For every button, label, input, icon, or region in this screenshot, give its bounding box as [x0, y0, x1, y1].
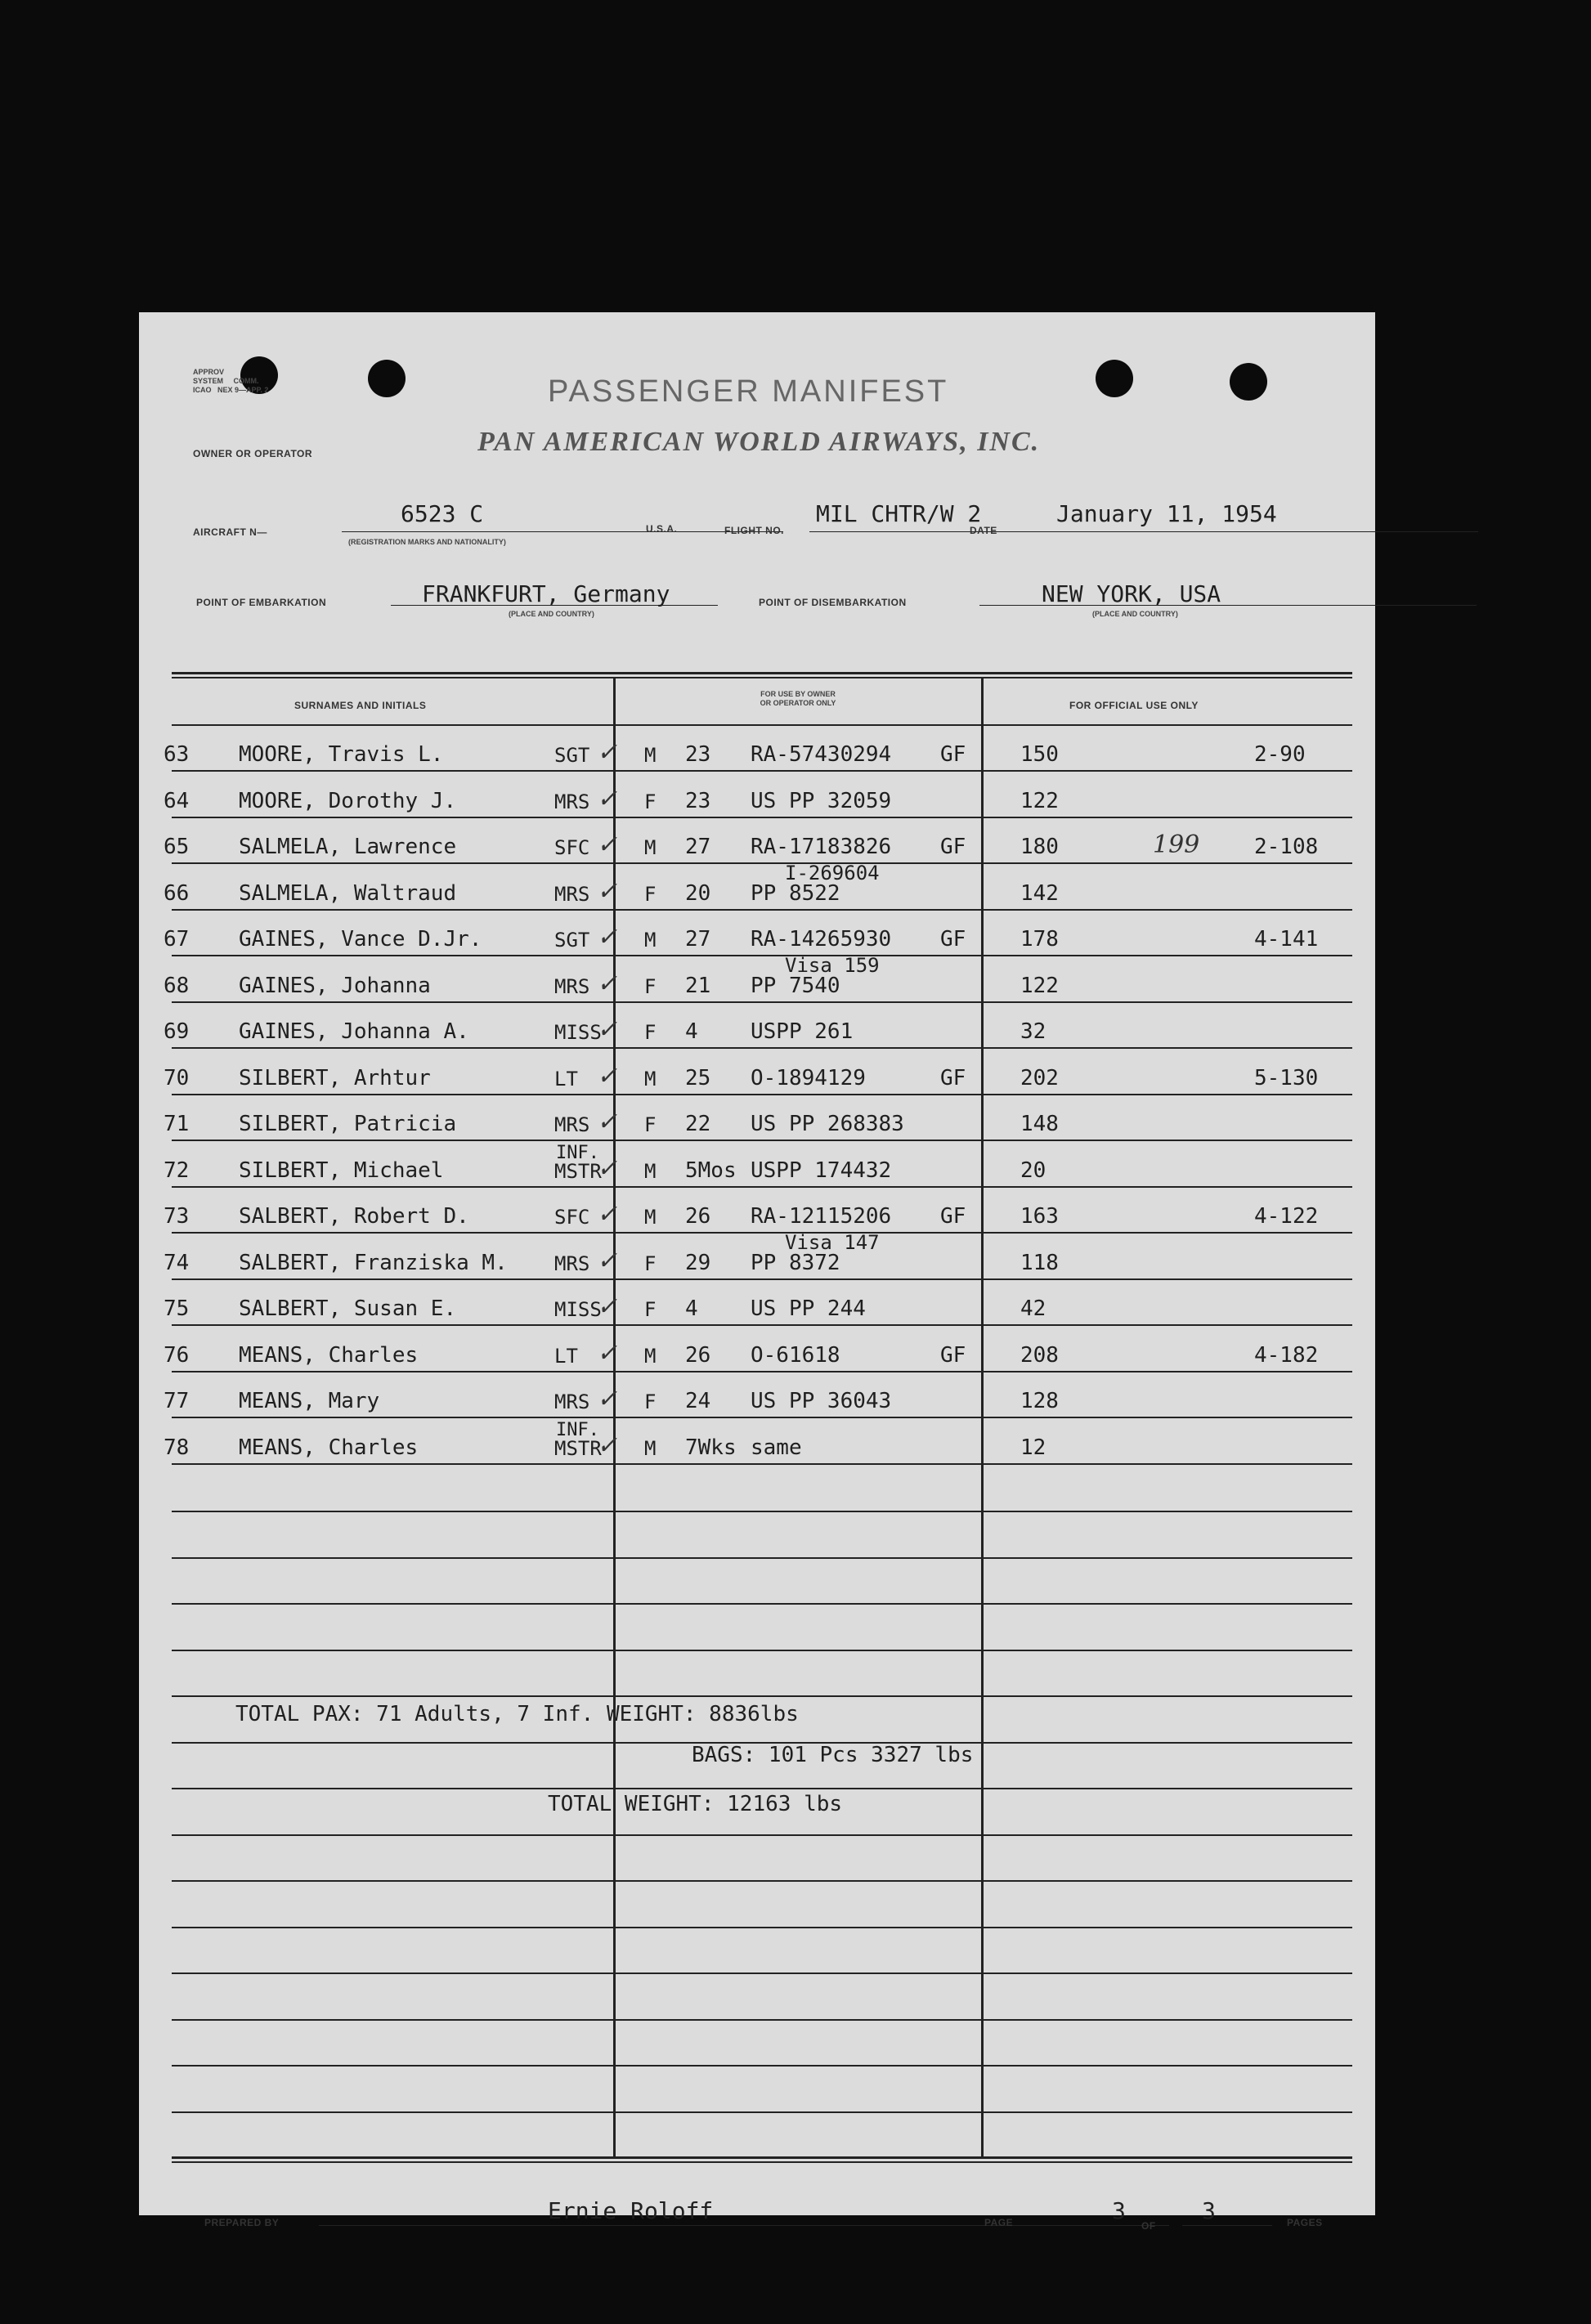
cell-code: GF [940, 1204, 966, 1229]
cell-sex: M [644, 929, 657, 952]
cell-weight: 20 [1020, 1158, 1046, 1183]
cell-age: 24 [685, 1389, 711, 1413]
cell-name: SALBERT, Susan E. [239, 1296, 457, 1321]
cell-sex: F [644, 790, 657, 813]
blank-row-rule [172, 1695, 1352, 1697]
fill-line [809, 531, 1478, 532]
flight-label: FLIGHT NO. [724, 525, 784, 536]
cell-sex: M [644, 744, 657, 767]
airline-name: PAN AMERICAN WORLD AIRWAYS, INC. [477, 427, 1041, 457]
cell-age: 23 [685, 742, 711, 767]
cell-sex: F [644, 882, 657, 906]
cell-doc: USPP 174432 [751, 1158, 892, 1183]
cell-title: SGT [554, 929, 590, 952]
check-mark-icon: ✓ [597, 969, 618, 998]
of-label: OF [1141, 2220, 1156, 2232]
table-row [139, 1188, 1375, 1234]
cell-num: 78 [164, 1435, 190, 1460]
cell-title: SFC [554, 1206, 590, 1229]
cell-doc-above: I-269604 [785, 861, 880, 884]
cell-num: 70 [164, 1065, 190, 1090]
prepared-label: PREPARED BY [204, 2217, 280, 2228]
cell-title: SGT [554, 744, 590, 767]
header-names: SURNAMES AND INITIALS [294, 700, 427, 711]
cell-title: MRS [554, 1252, 590, 1275]
row-rule [172, 1463, 1352, 1465]
cell-name: SALMELA, Waltraud [239, 880, 457, 906]
cell-age: 7Wks [685, 1435, 737, 1460]
blank-row-rule [172, 1927, 1352, 1928]
blank-row-rule [172, 1880, 1352, 1882]
cell-weight: 32 [1020, 1019, 1046, 1044]
flight-number: MIL CHTR/W 2 [816, 500, 982, 527]
cell-doc: US PP 268383 [751, 1112, 904, 1136]
cell-official: 4-182 [1254, 1342, 1319, 1368]
check-mark-icon: ✓ [597, 1200, 618, 1229]
cell-age: 29 [685, 1250, 711, 1275]
punch-hole [1230, 363, 1267, 401]
table-row [139, 1230, 1375, 1280]
header-owner-use [716, 690, 880, 708]
cell-title: MSTR [554, 1159, 602, 1183]
blank-row-rule [172, 1834, 1352, 1836]
table-row [139, 1280, 1375, 1326]
cell-name: SILBERT, Arhtur [239, 1065, 431, 1090]
cell-title: MISS [554, 1021, 602, 1044]
cell-doc: PP 8522 [751, 880, 840, 906]
check-mark-icon: ✓ [597, 831, 618, 859]
cell-num: 64 [164, 788, 190, 813]
cell-title: MRS [554, 1390, 590, 1413]
cell-doc: RA-17183826 [751, 835, 892, 859]
cell-age: 26 [685, 1204, 711, 1229]
cell-doc: US PP 244 [751, 1296, 866, 1321]
cell-num: 67 [164, 927, 190, 952]
cell-name: SILBERT, Patricia [239, 1112, 457, 1136]
cell-num: 65 [164, 835, 190, 859]
cell-num: 75 [164, 1296, 190, 1321]
cell-code: GF [940, 835, 966, 859]
cell-num: 66 [164, 880, 190, 906]
cell-doc: US PP 32059 [751, 788, 892, 813]
check-mark-icon: ✓ [597, 1061, 618, 1090]
punch-hole [1096, 360, 1133, 397]
cell-sex: M [644, 1067, 657, 1090]
approval-line-part: NEX 9—APP. 2 [217, 386, 269, 394]
cell-doc: USPP 261 [751, 1019, 854, 1044]
check-mark-icon: ✓ [597, 923, 618, 952]
disembarkation-label: POINT OF DISEMBARKATION [759, 597, 907, 608]
cell-name: MEANS, Charles [239, 1342, 419, 1368]
cell-sex: F [644, 1390, 657, 1413]
blank-row-rule [172, 1603, 1352, 1605]
cell-code: GF [940, 742, 966, 767]
cell-age: 27 [685, 835, 711, 859]
table-row [139, 726, 1375, 772]
usa-label: U.S.A. [646, 523, 678, 535]
cell-name: SALBERT, Franziska M. [239, 1250, 508, 1275]
cell-name: MOORE, Dorothy J. [239, 788, 457, 813]
table-row [139, 818, 1375, 864]
header-official: FOR OFFICIAL USE ONLY [1069, 700, 1199, 711]
table-top-rule [172, 672, 1352, 674]
cell-age: 4 [685, 1296, 698, 1321]
cell-name: SALMELA, Lawrence [239, 835, 457, 859]
cell-official: 5-130 [1254, 1065, 1319, 1090]
check-mark-icon: ✓ [597, 1385, 618, 1413]
cell-doc: O-61618 [751, 1342, 840, 1368]
cell-weight: 163 [1020, 1204, 1059, 1229]
fill-line [319, 2225, 1169, 2226]
cell-doc: same [751, 1435, 802, 1460]
cell-sex: F [644, 974, 657, 998]
cell-weight: 202 [1020, 1065, 1059, 1090]
table-row [139, 1372, 1375, 1418]
cell-num: 74 [164, 1250, 190, 1275]
cell-official: 4-122 [1254, 1204, 1319, 1229]
approval-block [193, 368, 268, 395]
cell-num: 72 [164, 1158, 190, 1183]
manifest-sheet [139, 312, 1375, 2232]
blank-row-rule [172, 2065, 1352, 2067]
table-row [139, 1003, 1375, 1049]
flight-date: January 11, 1954 [1056, 500, 1277, 527]
form-title: PASSENGER MANIFEST [548, 374, 949, 409]
cell-title: MRS [554, 1113, 590, 1136]
cell-official: 2-108 [1254, 835, 1319, 859]
cell-name: MEANS, Mary [239, 1389, 380, 1413]
check-mark-icon: ✓ [597, 1338, 618, 1368]
cell-sex: F [644, 1021, 657, 1044]
cell-doc-above: Visa 159 [785, 953, 880, 977]
cell-title: MSTR [554, 1436, 602, 1460]
aircraft-registration: 6523 C [401, 500, 484, 527]
cell-num: 73 [164, 1204, 190, 1229]
table-row [139, 772, 1375, 818]
cell-title: MRS [554, 974, 590, 998]
table-row [139, 911, 1375, 956]
approval-line-part: COMM. [233, 377, 259, 385]
cell-doc: PP 8372 [751, 1250, 840, 1275]
cell-weight: 178 [1020, 927, 1059, 952]
cell-num: 71 [164, 1112, 190, 1136]
table-top-rule [172, 677, 1352, 678]
cell-age: 20 [685, 880, 711, 906]
check-mark-icon: ✓ [597, 1153, 618, 1183]
check-mark-icon: ✓ [597, 1246, 618, 1275]
cell-age: 26 [685, 1342, 711, 1368]
cell-official-mark: 199 [1153, 831, 1200, 859]
cell-sex: M [644, 1159, 657, 1183]
blank-row-rule [172, 1788, 1352, 1789]
owner-label: OWNER OR OPERATOR [193, 448, 313, 459]
blank-row-rule [172, 1557, 1352, 1559]
cell-weight: 12 [1020, 1435, 1046, 1460]
punch-hole [368, 360, 406, 397]
fill-line [1182, 2225, 1272, 2226]
cell-weight: 128 [1020, 1389, 1059, 1413]
blank-row-rule [172, 1972, 1352, 1974]
blank-row-rule [172, 2111, 1352, 2113]
cell-name: SALBERT, Robert D. [239, 1204, 469, 1229]
cell-sex: F [644, 1298, 657, 1321]
check-mark-icon: ✓ [597, 1108, 618, 1136]
cell-sex: F [644, 1252, 657, 1275]
cell-name: GAINES, Vance D.Jr. [239, 927, 482, 952]
header-owner-use-line: OR OPERATOR ONLY [760, 699, 836, 707]
blank-row-rule [172, 1511, 1352, 1512]
cell-weight: 142 [1020, 880, 1059, 906]
cell-sex: M [644, 836, 657, 859]
check-mark-icon: ✓ [597, 876, 618, 906]
disembarkation-point: NEW YORK, USA [1042, 580, 1221, 607]
aircraft-label: AIRCRAFT N— [193, 526, 267, 538]
approval-line: APPROV [193, 368, 225, 376]
cell-code: GF [940, 1342, 966, 1368]
table-row [139, 861, 1375, 911]
blank-row-rule [172, 1650, 1352, 1651]
cell-name: GAINES, Johanna [239, 973, 431, 998]
embarkation-point: FRANKFURT, Germany [422, 580, 670, 607]
prepared-by: Ernie Roloff [548, 2197, 714, 2224]
cell-weight: 42 [1020, 1296, 1046, 1321]
table-row [139, 1095, 1375, 1141]
cell-name: MOORE, Travis L. [239, 742, 444, 767]
total-bags: BAGS: 101 Pcs 3327 lbs [692, 1743, 974, 1767]
approval-line-part: SYSTEM [193, 377, 224, 385]
total-weight: TOTAL WEIGHT: 12163 lbs [548, 1792, 843, 1816]
cell-sex: M [644, 1344, 657, 1368]
cell-title: LT [554, 1344, 578, 1368]
check-mark-icon: ✓ [597, 1292, 618, 1321]
fill-line [342, 531, 783, 532]
cell-note: INF. [556, 1142, 599, 1163]
page-label: PAGE [984, 2217, 1014, 2228]
cell-num: 69 [164, 1019, 190, 1044]
cell-code: GF [940, 1065, 966, 1090]
cell-weight: 180 [1020, 835, 1059, 859]
cell-num: 77 [164, 1389, 190, 1413]
table-row [139, 1327, 1375, 1372]
cell-doc: US PP 36043 [751, 1389, 892, 1413]
cell-note: INF. [556, 1419, 599, 1440]
cell-weight: 122 [1020, 788, 1059, 813]
cell-sex: F [644, 1113, 657, 1136]
cell-title: MISS [554, 1298, 602, 1321]
cell-code: GF [940, 927, 966, 952]
cell-age: 21 [685, 973, 711, 998]
cell-age: 27 [685, 927, 711, 952]
cell-official: 2-90 [1254, 742, 1306, 767]
cell-official: 4-141 [1254, 927, 1319, 952]
cell-weight: 150 [1020, 742, 1059, 767]
cell-num: 76 [164, 1342, 190, 1368]
table-bottom-rule [172, 2161, 1352, 2163]
cell-age: 4 [685, 1019, 698, 1044]
cell-doc: O-1894129 [751, 1065, 866, 1090]
table-row [139, 1142, 1375, 1188]
cell-name: MEANS, Charles [239, 1435, 419, 1460]
check-mark-icon: ✓ [597, 1015, 618, 1044]
approval-line [193, 386, 268, 395]
cell-name: SILBERT, Michael [239, 1158, 444, 1183]
cell-sex: M [644, 1206, 657, 1229]
date-label: DATE [970, 525, 997, 536]
check-mark-icon: ✓ [597, 1431, 618, 1460]
cell-age: 23 [685, 788, 711, 813]
approval-line [193, 377, 268, 386]
header-owner-use-line: FOR USE BY OWNER [760, 690, 836, 698]
cell-weight: 148 [1020, 1112, 1059, 1136]
cell-num: 63 [164, 742, 190, 767]
embarkation-label: POINT OF EMBARKATION [196, 597, 327, 608]
cell-title: SFC [554, 836, 590, 859]
table-row [139, 1050, 1375, 1095]
cell-title: LT [554, 1067, 578, 1090]
cell-doc: PP 7540 [751, 973, 840, 998]
table-row [139, 1419, 1375, 1465]
cell-doc: RA-57430294 [751, 742, 892, 767]
cell-num: 68 [164, 973, 190, 998]
cell-weight: 122 [1020, 973, 1059, 998]
cell-age: 25 [685, 1065, 711, 1090]
cell-doc: RA-12115206 [751, 1204, 892, 1229]
check-mark-icon: ✓ [597, 784, 618, 813]
page-total: 3 [1202, 2197, 1216, 2224]
cell-weight: 118 [1020, 1250, 1059, 1275]
cell-age: 22 [685, 1112, 711, 1136]
approval-line-part: ICAO [193, 386, 212, 394]
cell-sex: M [644, 1436, 657, 1460]
embarkation-sublabel: (PLACE AND COUNTRY) [509, 610, 594, 618]
cell-age: 5Mos [685, 1158, 737, 1183]
cell-doc-above: Visa 147 [785, 1230, 880, 1254]
disembarkation-sublabel: (PLACE AND COUNTRY) [1092, 610, 1178, 618]
table-bottom-rule [172, 2156, 1352, 2159]
cell-title: MRS [554, 790, 590, 813]
table-row [139, 953, 1375, 1003]
pages-label: PAGES [1287, 2217, 1323, 2228]
cell-weight: 208 [1020, 1342, 1059, 1368]
page-number: 3 [1112, 2197, 1126, 2224]
cell-title: MRS [554, 882, 590, 906]
aircraft-sublabel: (REGISTRATION MARKS AND NATIONALITY) [348, 538, 506, 546]
cell-name: GAINES, Johanna A. [239, 1019, 469, 1044]
cell-doc: RA-14265930 [751, 927, 892, 952]
check-mark-icon: ✓ [597, 738, 618, 767]
total-pax: TOTAL PAX: 71 Adults, 7 Inf. WEIGHT: 8836lbs [235, 1702, 799, 1726]
blank-row-rule [172, 2019, 1352, 2021]
